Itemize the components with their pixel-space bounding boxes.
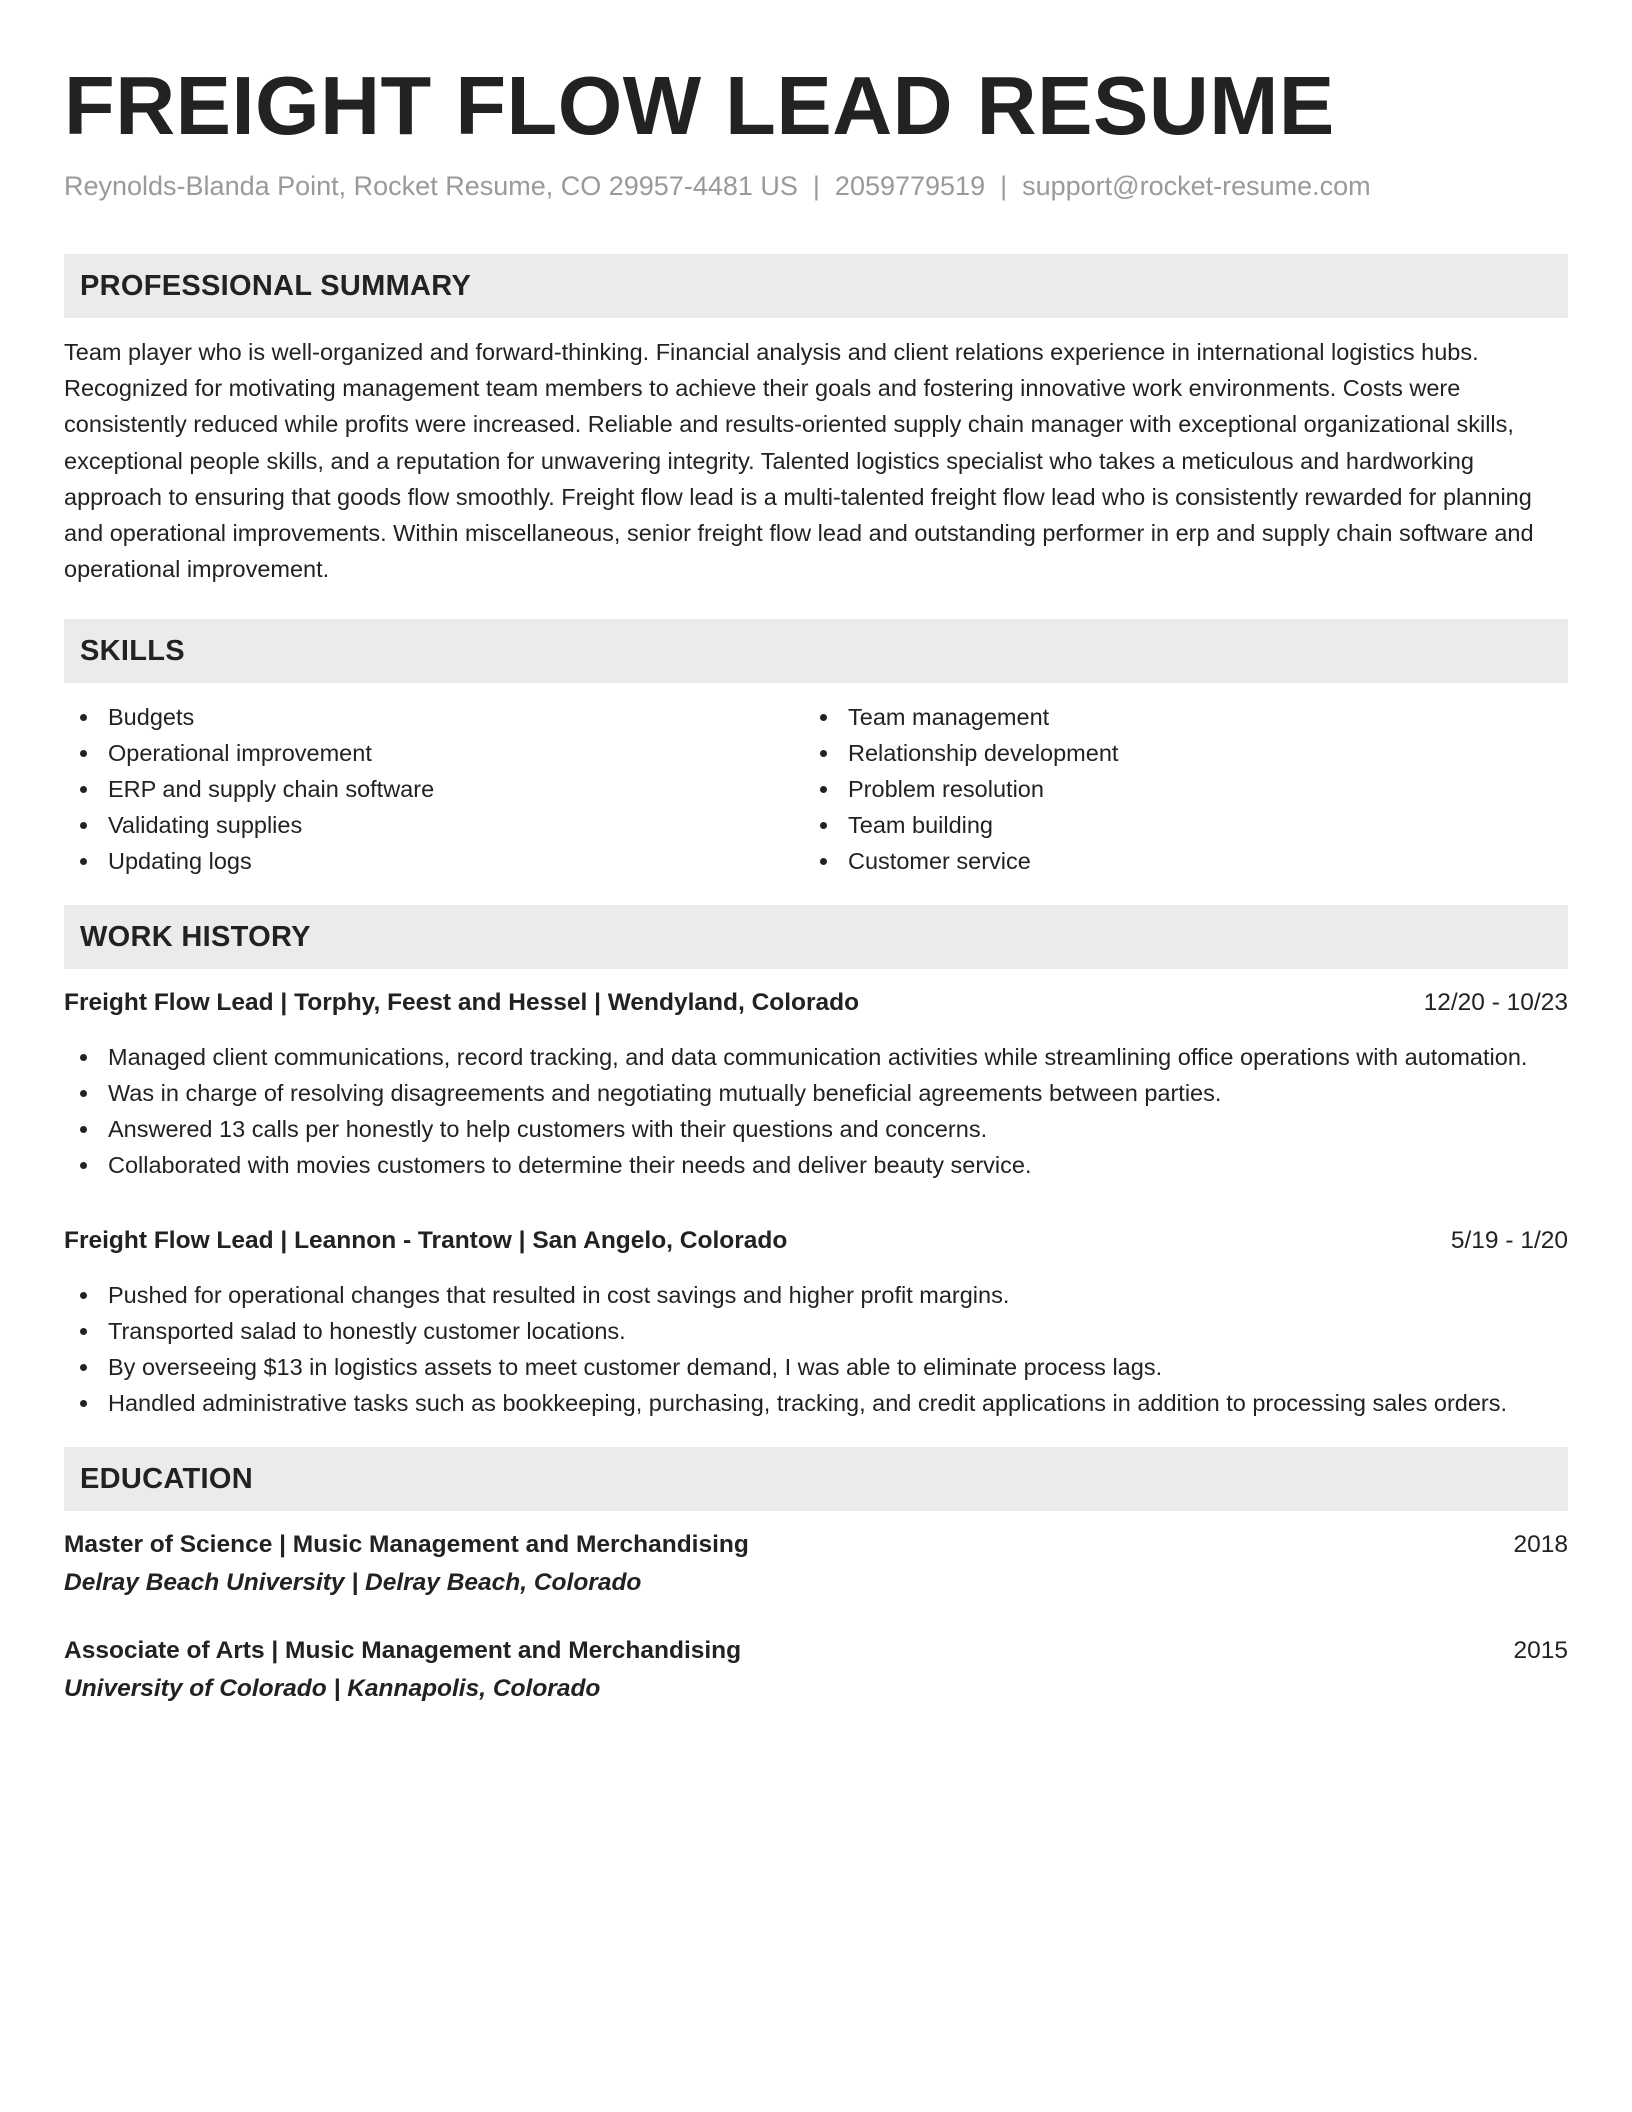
skills-grid <box>64 699 1568 879</box>
skills-heading: SKILLS <box>64 619 1568 683</box>
job-bullet: Was in charge of resolving disagreements and negotiating mutually beneficial agreements between parties. <box>64 1075 1568 1111</box>
job-bullet: Handled administrative tasks such as bookkeeping, purchasing, tracking, and credit applications in addition to processing sales orders. <box>64 1385 1568 1421</box>
skill-item: Operational improvement <box>64 735 804 771</box>
skill-item: Team building <box>804 807 1544 843</box>
education-header <box>64 1527 1568 1563</box>
summary-text: Team player who is well-organized and forward-thinking. Financial analysis and client relations experience in international logistics hubs. Recognized for motivating management team members to achieve their goals and fostering innovative work environments. Costs were consistently reduced while profits were increased. Reliable and results-oriented supply chain manager with exceptional organizational skills, exceptional people skills, and a reputation for unwavering integrity. Talented logistics specialist who takes a meticulous and hardworking approach to ensuring that goods flow smoothly. Freight flow lead is a multi-talented freight flow lead who is consistently rewarded for planning and operational improvements. Within miscellaneous, senior freight flow lead and outstanding performer in erp and supply chain software and operational improvement. <box>64 339 1534 583</box>
job-dates: 12/20 - 10/23 <box>1423 989 1568 1017</box>
education-entry <box>64 1527 1568 1603</box>
summary-heading: PROFESSIONAL SUMMARY <box>64 254 1568 318</box>
work-history-heading: WORK HISTORY <box>64 905 1568 969</box>
skill-item: Team management <box>804 699 1544 735</box>
education-entry <box>64 1633 1568 1709</box>
job-header <box>64 985 1568 1021</box>
contact-phone: 2059779519 <box>834 171 986 201</box>
education-year: 2018 <box>1513 1531 1568 1559</box>
skill-item: Validating supplies <box>64 807 804 843</box>
skill-item: ERP and supply chain software <box>64 771 804 807</box>
education-header <box>64 1633 1568 1669</box>
job-header <box>64 1223 1568 1259</box>
education-degree: Master of Science | Music Management and Merchandising <box>64 1531 749 1559</box>
skill-item: Relationship development <box>804 735 1544 771</box>
job-bullet: By overseeing $13 in logistics assets to meet customer demand, I was able to eliminate process lags. <box>64 1349 1568 1385</box>
education-year: 2015 <box>1513 1637 1568 1665</box>
education-school: University of Colorado | Kannapolis, Colorado <box>64 1675 601 1703</box>
education-heading: EDUCATION <box>64 1447 1568 1511</box>
job-title: Freight Flow Lead | Leannon - Trantow | San Angelo, Colorado <box>64 1227 788 1255</box>
contact-address: Reynolds-Blanda Point, Rocket Resume, CO 29957-4481 US <box>64 171 798 201</box>
contact-separator: | <box>812 171 820 201</box>
job-bullet: Managed client communications, record tracking, and data communication activities while streamlining office operations with automation. <box>64 1039 1568 1075</box>
job-bullet: Transported salad to honestly customer locations. <box>64 1313 1568 1349</box>
skill-item: Budgets <box>64 699 804 735</box>
job-bullet: Collaborated with movies customers to determine their needs and deliver beauty service. <box>64 1147 1568 1183</box>
resume-title: FREIGHT FLOW LEAD RESUME <box>64 59 1335 152</box>
contact-email: support@rocket-resume.com <box>1022 171 1371 201</box>
job-bullets <box>64 1277 1568 1421</box>
job-bullet: Pushed for operational changes that resulted in cost savings and higher profit margins. <box>64 1277 1568 1313</box>
job-title: Freight Flow Lead | Torphy, Feest and Hessel | Wendyland, Colorado <box>64 989 860 1017</box>
skills-column-right <box>804 699 1544 879</box>
job-bullet: Answered 13 calls per honestly to help customers with their questions and concerns. <box>64 1111 1568 1147</box>
skill-item: Customer service <box>804 843 1544 879</box>
job-dates: 5/19 - 1/20 <box>1450 1227 1568 1255</box>
skills-column-left <box>64 699 804 879</box>
job-bullets <box>64 1039 1568 1183</box>
job-entry <box>64 985 1568 1183</box>
skill-item: Problem resolution <box>804 771 1544 807</box>
contact-line <box>64 168 1568 204</box>
contact-separator: | <box>1000 171 1008 201</box>
education-degree: Associate of Arts | Music Management and Merchandising <box>64 1637 742 1665</box>
skill-item: Updating logs <box>64 843 804 879</box>
education-school: Delray Beach University | Delray Beach, Colorado <box>64 1569 642 1597</box>
job-entry <box>64 1223 1568 1421</box>
